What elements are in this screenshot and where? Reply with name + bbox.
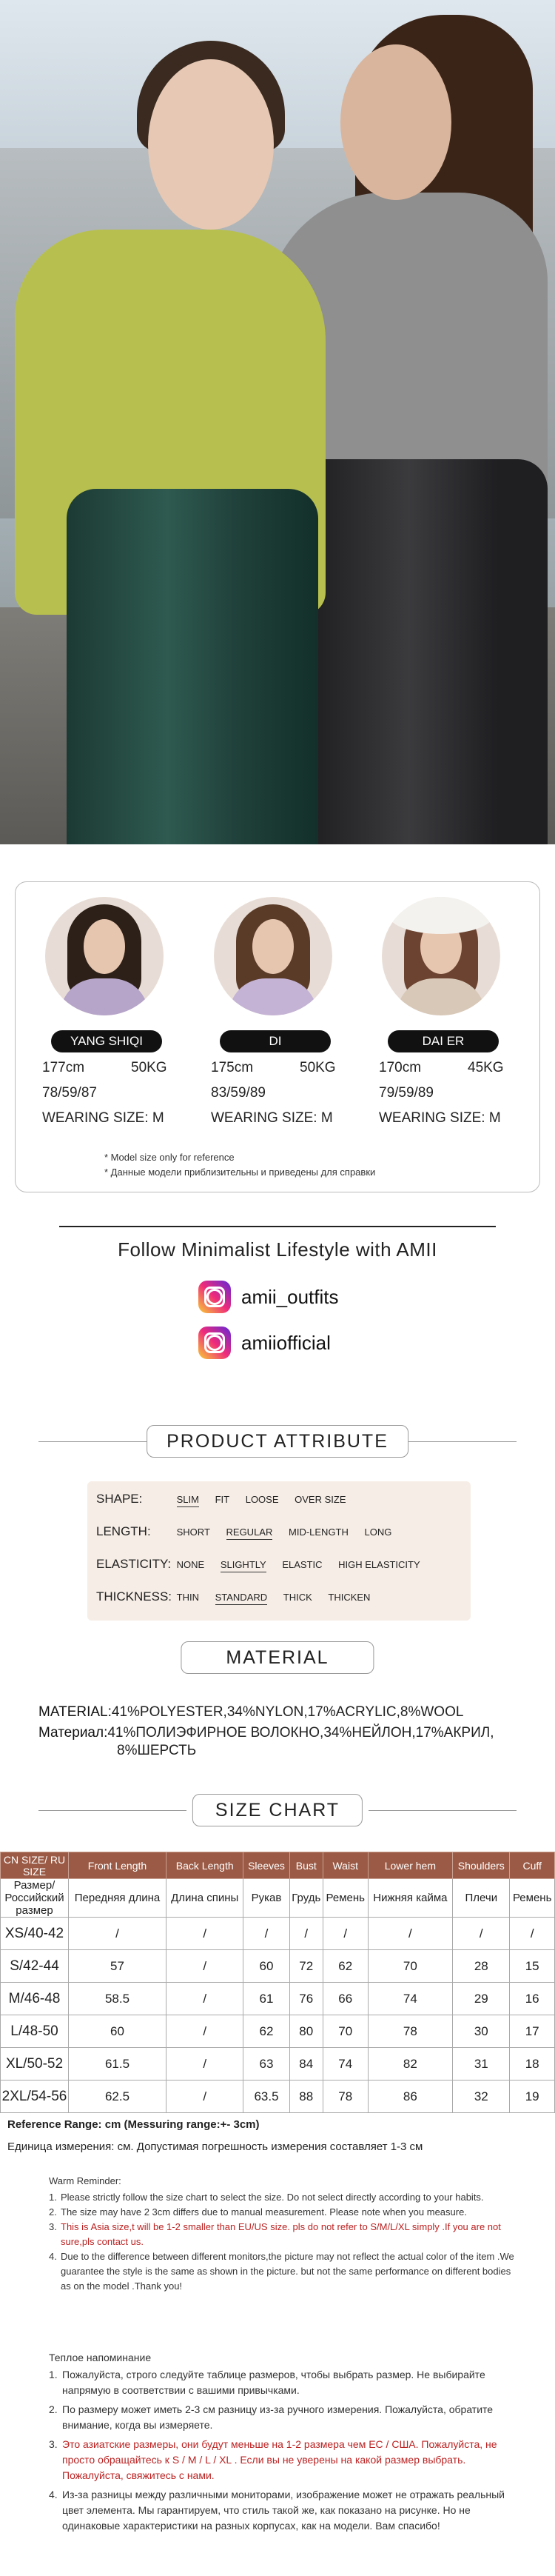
table-cell: 78 — [323, 2081, 368, 2113]
table-cell: / — [243, 1918, 289, 1950]
material-value: 41%ПОЛИЭФИРНОЕ ВОЛОКНО,34%НЕЙЛОН,17%АКРИЛ, — [107, 1725, 494, 1741]
instagram-icon — [198, 1281, 231, 1313]
table-cell: 16 — [510, 1983, 555, 2015]
attr-option-selected: STANDARD — [215, 1592, 268, 1605]
table-cell: 74 — [323, 2048, 368, 2081]
column-header: Back Length — [166, 1852, 243, 1879]
section-title: MATERIAL — [181, 1641, 374, 1674]
model-profile — [367, 897, 530, 1128]
model-weight: 50KG — [300, 1060, 336, 1075]
attr-row-shape — [96, 1492, 360, 1511]
header-rule-right — [369, 1810, 517, 1811]
attr-option: HIGH ELASTICITY — [338, 1559, 420, 1570]
reminder-heading: Теплое напоминание — [49, 2352, 152, 2363]
header-rule-left — [38, 1810, 186, 1811]
model-avatar — [214, 897, 332, 1015]
table-row — [1, 2081, 555, 2113]
divider — [59, 1226, 496, 1227]
model-weight: 45KG — [468, 1060, 504, 1075]
material-label: Материал: — [38, 1725, 108, 1741]
photo-model-right-face — [340, 44, 451, 200]
reminder-item: 2. The size may have 2 3cm differs due to manual measurement. Please note when you measure. — [49, 2206, 467, 2218]
table-cell: 63 — [243, 2048, 289, 2081]
model-profile — [199, 897, 362, 1128]
size-cell: L/48-50 — [1, 2015, 69, 2048]
table-cell: / — [69, 1918, 166, 1950]
attr-label: SHAPE: — [96, 1492, 143, 1506]
table-cell: / — [323, 1918, 368, 1950]
header-rule-right — [406, 1441, 517, 1442]
reminder-item: 4. Из-за разницы между различными мониторами, изображение может не отражать реальный цвет элемента. Мы гарантируем, что стиль такой же, как показано на рисунке. Но не одинаковые характеристики на разных корпусах, как на модели. Вам спасибо! — [49, 2489, 505, 2532]
model-weight: 50KG — [131, 1060, 167, 1075]
column-header: Cuff — [510, 1852, 555, 1879]
model-name: YANG SHIQI — [51, 1030, 162, 1052]
table-cell: 70 — [368, 1950, 453, 1983]
table-header-row — [1, 1852, 555, 1879]
table-cell: 29 — [453, 1983, 510, 2015]
model-notes — [104, 1150, 375, 1180]
instagram-handle: amii_outfits — [241, 1285, 339, 1308]
model-wearing-size: WEARING SIZE: M — [42, 1110, 164, 1126]
model-profile — [30, 897, 193, 1128]
size-cell: M/46-48 — [1, 1983, 69, 2015]
table-cell: 61 — [243, 1983, 289, 2015]
column-header: Shoulders — [453, 1852, 510, 1879]
attr-option-selected: REGULAR — [226, 1526, 273, 1540]
table-cell: / — [453, 1918, 510, 1950]
attr-option: THICKEN — [328, 1592, 371, 1603]
model-note-ru: * Данные модели приблизительны и приведены для справки — [104, 1167, 376, 1178]
reminder-item: 3. This is Asia size,t will be 1-2 smaller than EU/US size. pls do not refer to S/M/L/XL simply .If you are not sure,pls contact us. — [49, 2221, 501, 2247]
attr-option: THICK — [283, 1592, 312, 1603]
table-cell: 78 — [368, 2015, 453, 2048]
table-cell: / — [166, 2015, 243, 2048]
column-header: Bust — [289, 1852, 323, 1879]
model-avatar — [45, 897, 164, 1015]
table-cell: 19 — [510, 2081, 555, 2113]
table-cell: 63.5 — [243, 2081, 289, 2113]
attr-option: ELASTIC — [282, 1559, 323, 1570]
instagram-icon — [198, 1327, 231, 1359]
table-row — [1, 1983, 555, 2015]
material-value: 8%ШЕРСТЬ — [117, 1743, 197, 1758]
column-header: Front Length — [69, 1852, 166, 1879]
model-measurements: 83/59/89 — [211, 1085, 266, 1101]
attr-option: FIT — [215, 1494, 230, 1505]
table-cell: 80 — [289, 2015, 323, 2048]
model-wearing-size: WEARING SIZE: M — [211, 1110, 333, 1126]
table-cell: 30 — [453, 2015, 510, 2048]
table-cell: 18 — [510, 2048, 555, 2081]
reminder-item: 2. По размеру может иметь 2-3 см разницу из-за ручного измерения. Пожалуйста, обратите внимание, когда вы измеряете. — [49, 2403, 494, 2431]
table-row — [1, 2048, 555, 2081]
column-header-ru: Нижняя кайма — [368, 1879, 453, 1918]
table-cell: 82 — [368, 2048, 453, 2081]
column-header-ru: Передняя длина — [69, 1879, 166, 1918]
attr-label: LENGTH: — [96, 1524, 151, 1538]
attr-option: LOOSE — [245, 1494, 279, 1505]
column-header-ru: Ремень — [323, 1879, 368, 1918]
table-cell: 86 — [368, 2081, 453, 2113]
material-label: MATERIAL: — [38, 1704, 112, 1720]
table-cell: / — [166, 2081, 243, 2113]
table-cell: / — [166, 2048, 243, 2081]
table-cell: 32 — [453, 2081, 510, 2113]
follow-title: Follow Minimalist Lifestyle with AMII — [118, 1238, 437, 1261]
column-header-ru: Плечи — [453, 1879, 510, 1918]
table-cell: 15 — [510, 1950, 555, 1983]
table-cell: 60 — [243, 1950, 289, 1983]
table-cell: 66 — [323, 1983, 368, 2015]
reminder-item: 1. Please strictly follow the size chart to select the size. Do not select directly according to your habits. — [49, 2192, 484, 2203]
size-cell: 2XL/54-56 — [1, 2081, 69, 2113]
model-measurements: 79/59/89 — [379, 1085, 434, 1101]
model-name: DI — [220, 1030, 331, 1052]
column-header-ru: Грудь — [289, 1879, 323, 1918]
attr-option: LONG — [364, 1526, 392, 1538]
table-cell: 31 — [453, 2048, 510, 2081]
section-header-size-chart — [0, 1794, 555, 1826]
model-note-en: * Model size only for reference — [104, 1152, 235, 1163]
table-cell: 88 — [289, 2081, 323, 2113]
warm-reminder-ru — [49, 2350, 522, 2537]
reference-range-en: Reference Range: cm (Messuring range:+- 3cm) — [7, 2118, 260, 2131]
attr-row-elasticity — [96, 1557, 434, 1576]
warm-reminder-en — [49, 2174, 522, 2294]
column-header: Waist — [323, 1852, 368, 1879]
section-title: PRODUCT ATTRIBUTE — [147, 1425, 408, 1458]
table-row — [1, 1918, 555, 1950]
column-header: Lower hem — [368, 1852, 453, 1879]
table-cell: 84 — [289, 2048, 323, 2081]
table-cell: 62 — [323, 1950, 368, 1983]
section-header-attribute — [0, 1425, 555, 1458]
photo-model-left-face — [148, 59, 274, 230]
section-header-material — [0, 1641, 555, 1674]
table-cell: 28 — [453, 1950, 510, 1983]
table-cell: / — [368, 1918, 453, 1950]
attribute-panel — [87, 1481, 471, 1621]
table-row — [1, 2015, 555, 2048]
attr-option: OVER SIZE — [295, 1494, 346, 1505]
instagram-handle: amiiofficial — [241, 1331, 331, 1354]
table-cell: / — [289, 1918, 323, 1950]
size-cell: S/42-44 — [1, 1950, 69, 1983]
size-cell: XS/40-42 — [1, 1918, 69, 1950]
material-value: 41%POLYESTER,34%NYLON,17%ACRYLIC,8%WOOL — [111, 1704, 464, 1720]
table-cell: 17 — [510, 2015, 555, 2048]
header-rule-left — [38, 1441, 149, 1442]
column-header: Sleeves — [243, 1852, 289, 1879]
table-cell: 70 — [323, 2015, 368, 2048]
table-cell: 62.5 — [69, 2081, 166, 2113]
table-cell: 58.5 — [69, 1983, 166, 2015]
attr-option: MID-LENGTH — [289, 1526, 349, 1538]
attr-row-length — [96, 1524, 405, 1544]
model-height: 177cm — [42, 1060, 85, 1075]
model-avatar — [382, 897, 500, 1015]
instagram-link[interactable] — [198, 1326, 331, 1360]
column-header-ru: Длина спины — [166, 1879, 243, 1918]
table-cell: 72 — [289, 1950, 323, 1983]
table-cell: 60 — [69, 2015, 166, 2048]
hero-model-photo — [0, 0, 555, 844]
table-cell: / — [510, 1918, 555, 1950]
attr-label: THICKNESS: — [96, 1589, 172, 1604]
model-height: 170cm — [379, 1060, 422, 1075]
reminder-heading: Warm Reminder: — [49, 2175, 121, 2186]
size-chart-table — [0, 1852, 555, 2113]
column-header-ru: Рукав — [243, 1879, 289, 1918]
table-cell: 57 — [69, 1950, 166, 1983]
material-ru — [38, 1724, 494, 1760]
table-cell: 74 — [368, 1983, 453, 2015]
attr-option: NONE — [176, 1559, 205, 1570]
column-header-ru: Размер/ Российский размер — [1, 1879, 69, 1918]
table-cell: / — [166, 1950, 243, 1983]
attr-row-thickness — [96, 1589, 383, 1609]
model-wearing-size: WEARING SIZE: M — [379, 1110, 501, 1126]
column-header: CN SIZE/ RU SIZE — [1, 1852, 69, 1879]
column-header-ru: Ремень — [510, 1879, 555, 1918]
attr-label: ELASTICITY: — [96, 1557, 172, 1571]
attr-option: SHORT — [176, 1526, 210, 1538]
attr-option: THIN — [176, 1592, 199, 1603]
table-header-row-ru — [1, 1879, 555, 1918]
attr-option-selected: SLIM — [177, 1494, 199, 1507]
model-measurements: 78/59/87 — [42, 1085, 97, 1101]
table-cell: / — [166, 1918, 243, 1950]
instagram-link[interactable] — [198, 1280, 339, 1314]
section-title: SIZE CHART — [192, 1794, 363, 1826]
table-cell: 76 — [289, 1983, 323, 2015]
reminder-item: 1. Пожалуйста, строго следуйте таблице размеров, чтобы выбрать размер. Не выбирайте напрямую в соответствии с вашими привычками. — [49, 2369, 485, 2396]
table-row — [1, 1950, 555, 1983]
table-cell: / — [166, 1983, 243, 2015]
photo-black-skirt — [296, 459, 548, 844]
model-size-card — [15, 881, 540, 1192]
photo-green-skirt — [67, 489, 318, 844]
table-cell: 61.5 — [69, 2048, 166, 2081]
attr-option-selected: SLIGHTLY — [221, 1559, 266, 1572]
model-name: DAI ER — [388, 1030, 499, 1052]
model-height: 175cm — [211, 1060, 254, 1075]
reference-range-ru: Единица измерения: см. Допустимая погрешность измерения составляет 1-3 см — [7, 2140, 423, 2153]
reminder-item: 3. Это азиатские размеры, они будут меньше на 1-2 размера чем ЕС / США. Пожалуйста, не просто обращайтесь к S / M / L / XL . Если вы не уверены на какой размер выбрать. Пожалуйста, свяжитесь с нами. — [49, 2438, 497, 2481]
reminder-item: 4. Due to the difference between different monitors,the picture may not reflect the actual color of the item .We guarantee the style is the same as shown in the picture. but not the same performance on different bodies as on the model .Thank you! — [49, 2251, 514, 2292]
table-cell: 62 — [243, 2015, 289, 2048]
material-en — [38, 1704, 463, 1721]
size-cell: XL/50-52 — [1, 2048, 69, 2081]
